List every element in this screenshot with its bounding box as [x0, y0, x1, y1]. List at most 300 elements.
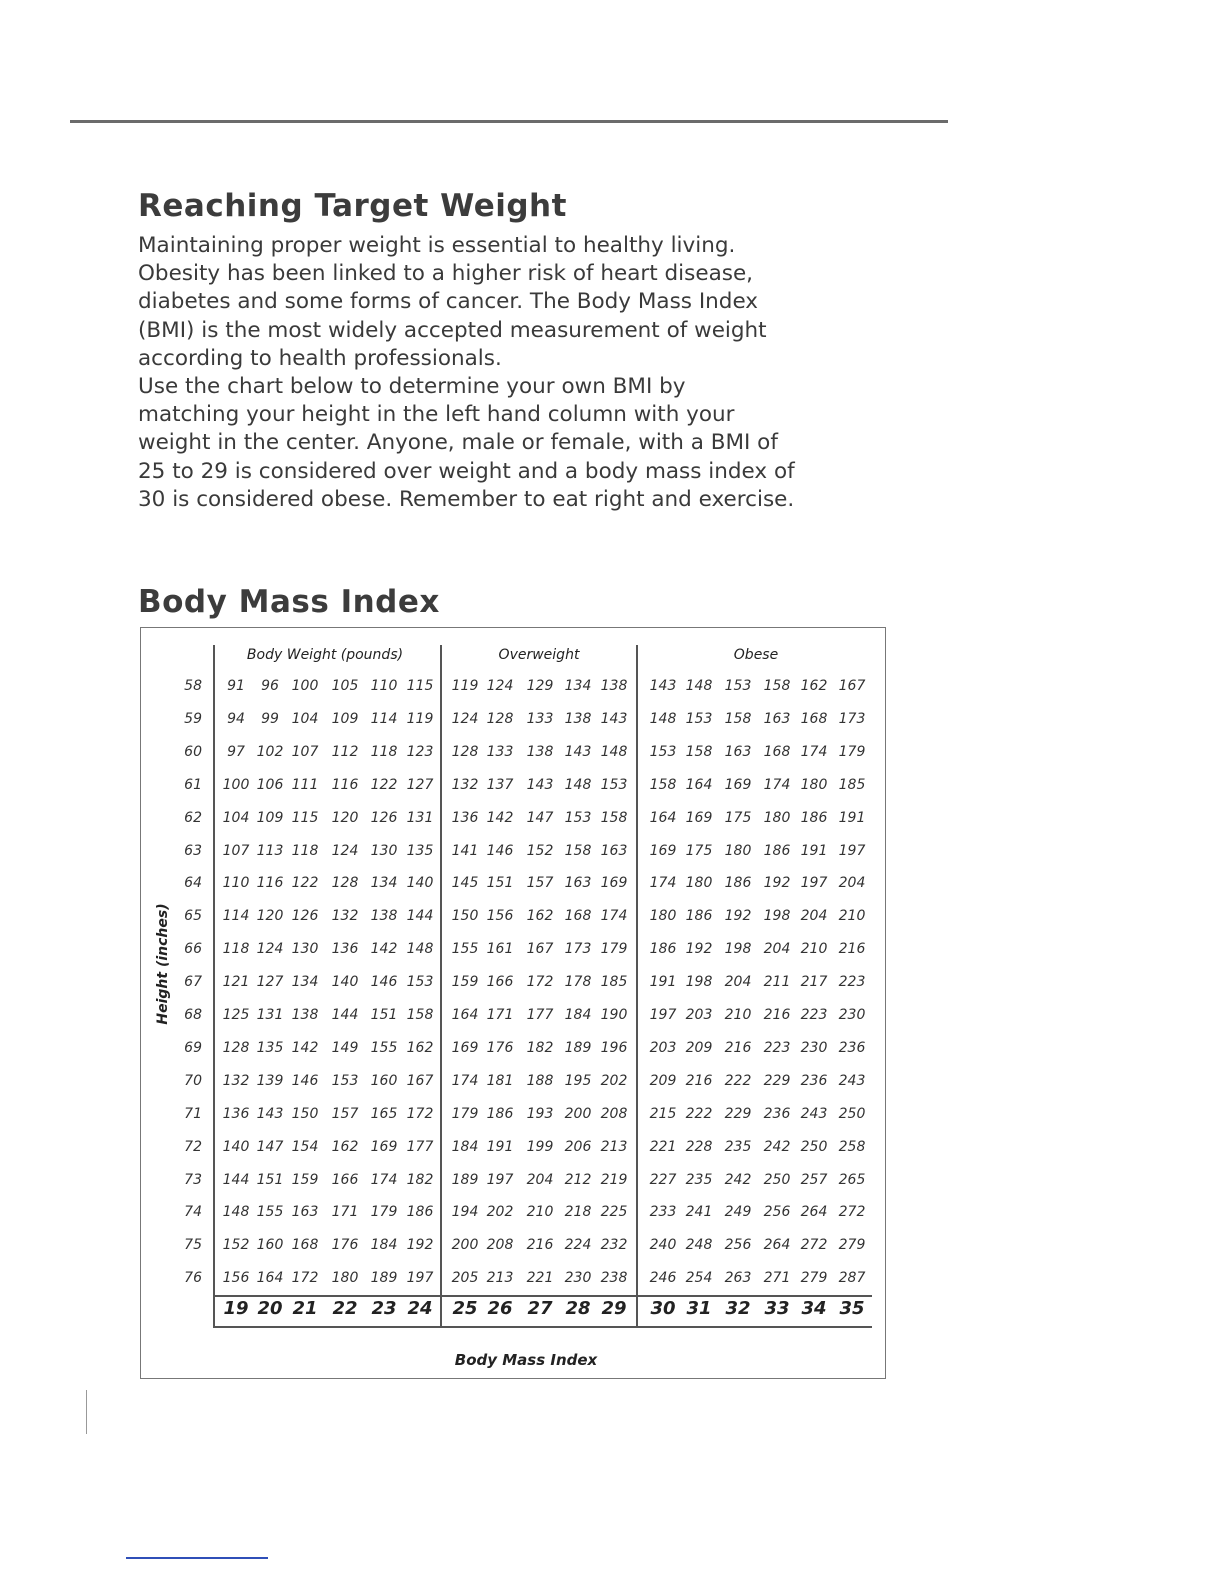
height-cell: 74 [184, 1204, 202, 1221]
weight-cell: 174 [370, 1171, 398, 1188]
weight-cell: 198 [724, 941, 752, 958]
weight-cell: 110 [370, 678, 398, 694]
weight-cell: 142 [486, 809, 514, 826]
weight-cell: 222 [685, 1105, 713, 1122]
bmi-row-top-rule [214, 1295, 872, 1297]
weight-cell: 174 [451, 1072, 479, 1089]
weight-cell: 243 [838, 1072, 866, 1089]
weight-cell: 134 [564, 678, 592, 694]
weight-cell: 184 [370, 1237, 398, 1254]
weight-cell: 157 [526, 875, 554, 892]
divider-height-column [213, 645, 215, 1328]
weight-cell: 159 [291, 1171, 319, 1188]
weight-cell: 180 [685, 875, 713, 892]
weight-cell: 177 [526, 1007, 554, 1023]
weight-cell: 156 [222, 1270, 250, 1287]
weight-cell: 180 [800, 776, 828, 793]
bmi-value-cell: 27 [527, 1298, 553, 1319]
weight-cell: 119 [406, 710, 434, 727]
weight-cell: 113 [256, 842, 284, 859]
bmi-table-frame [140, 627, 886, 1379]
weight-cell: 180 [724, 842, 752, 859]
weight-cell: 257 [800, 1171, 828, 1188]
intro-paragraph: Maintaining proper weight is essential to healthy living. Obesity has been linked to a higher risk of heart disease, diabetes and some forms of cancer. The Body Mass Index (BMI) is the most widely accepted measurement of weight according to health professionals. Use the chart below to determine your own BMI by matching your height in the left hand column with your weight in the center. Anyone, male or female, with a BMI of 25 to 29 is considered over weight and a body mass index of 30 is considered obese. Remember to eat right and exercise. [138, 233, 795, 512]
weight-cell: 216 [685, 1072, 713, 1089]
weight-cell: 128 [486, 710, 514, 727]
weight-cell: 204 [838, 875, 866, 892]
weight-cell: 159 [451, 974, 479, 991]
weight-cell: 228 [685, 1138, 713, 1155]
weight-cell: 179 [451, 1105, 479, 1122]
weight-cell: 100 [291, 678, 319, 694]
weight-cell: 256 [724, 1237, 752, 1254]
weight-cell: 236 [838, 1039, 866, 1056]
weight-cell: 136 [331, 941, 359, 958]
weight-cell: 114 [370, 710, 398, 727]
weight-cell: 248 [685, 1237, 713, 1254]
weight-cell: 122 [291, 875, 319, 892]
weight-cell: 229 [763, 1072, 791, 1089]
weight-cell: 147 [256, 1138, 284, 1155]
weight-cell: 186 [406, 1204, 434, 1221]
weight-cell: 116 [331, 776, 359, 793]
weight-cell: 169 [724, 776, 752, 793]
weight-cell: 172 [526, 974, 554, 991]
weight-cell: 131 [406, 809, 434, 826]
weight-cell: 233 [649, 1204, 677, 1221]
weight-cell: 163 [291, 1204, 319, 1221]
weight-cell: 104 [222, 809, 250, 826]
height-cell: 65 [184, 908, 202, 925]
weight-cell: 180 [331, 1270, 359, 1287]
weight-cell: 127 [256, 974, 284, 991]
weight-cell: 193 [526, 1105, 554, 1122]
weight-cell: 216 [763, 1007, 791, 1023]
weight-cell: 219 [600, 1171, 628, 1188]
weight-cell: 272 [800, 1237, 828, 1254]
weight-cell: 152 [222, 1237, 250, 1254]
weight-cell: 155 [451, 941, 479, 958]
weight-cell: 224 [564, 1237, 592, 1254]
weight-cell: 263 [724, 1270, 752, 1287]
weight-cell: 155 [370, 1039, 398, 1056]
height-cell: 60 [184, 743, 202, 760]
weight-cell: 163 [763, 710, 791, 727]
weight-cell: 118 [291, 842, 319, 859]
weight-cell: 118 [370, 743, 398, 760]
weight-cell: 140 [406, 875, 434, 892]
weight-cell: 181 [486, 1072, 514, 1089]
weight-cell: 148 [649, 710, 677, 727]
weight-cell: 197 [486, 1171, 514, 1188]
weight-cell: 204 [724, 974, 752, 991]
weight-cell: 114 [222, 908, 250, 925]
weight-cell: 254 [685, 1270, 713, 1287]
weight-cell: 135 [256, 1039, 284, 1056]
weight-cell: 136 [222, 1105, 250, 1122]
weight-cell: 138 [291, 1007, 319, 1023]
weight-cell: 186 [685, 908, 713, 925]
weight-cell: 167 [526, 941, 554, 958]
height-cell: 67 [184, 974, 202, 991]
weight-cell: 179 [370, 1204, 398, 1221]
weight-cell: 176 [486, 1039, 514, 1056]
weight-cell: 143 [256, 1105, 284, 1122]
weight-cell: 110 [222, 875, 250, 892]
weight-cell: 185 [838, 776, 866, 793]
weight-cell: 223 [838, 974, 866, 991]
weight-cell: 171 [331, 1204, 359, 1221]
weight-cell: 194 [451, 1204, 479, 1221]
weight-cell: 205 [451, 1270, 479, 1287]
weight-cell: 202 [486, 1204, 514, 1221]
weight-cell: 148 [685, 678, 713, 694]
weight-cell: 230 [838, 1007, 866, 1023]
weight-cell: 210 [838, 908, 866, 925]
weight-cell: 107 [222, 842, 250, 859]
group-title-normal: Body Weight (pounds) [246, 647, 404, 663]
weight-cell: 250 [800, 1138, 828, 1155]
weight-cell: 221 [649, 1138, 677, 1155]
weight-cell: 249 [724, 1204, 752, 1221]
weight-cell: 165 [370, 1105, 398, 1122]
weight-cell: 162 [406, 1039, 434, 1056]
weight-cell: 204 [800, 908, 828, 925]
weight-cell: 206 [564, 1138, 592, 1155]
weight-cell: 264 [763, 1237, 791, 1254]
weight-cell: 250 [838, 1105, 866, 1122]
weight-cell: 147 [526, 809, 554, 826]
weight-cell: 168 [800, 710, 828, 727]
weight-cell: 143 [564, 743, 592, 760]
weight-cell: 164 [649, 809, 677, 826]
weight-cell: 173 [838, 710, 866, 727]
weight-cell: 164 [256, 1270, 284, 1287]
weight-cell: 153 [685, 710, 713, 727]
weight-cell: 204 [763, 941, 791, 958]
weight-cell: 190 [600, 1007, 628, 1023]
weight-cell: 151 [370, 1007, 398, 1023]
weight-cell: 132 [222, 1072, 250, 1089]
weight-cell: 180 [649, 908, 677, 925]
bmi-row-bottom-rule [214, 1326, 872, 1328]
bmi-value-cell: 28 [565, 1298, 591, 1319]
page-title: Reaching Target Weight [138, 188, 567, 224]
weight-cell: 241 [685, 1204, 713, 1221]
weight-cell: 156 [486, 908, 514, 925]
weight-cell: 124 [256, 941, 284, 958]
weight-cell: 172 [406, 1105, 434, 1122]
weight-cell: 221 [526, 1270, 554, 1287]
weight-cell: 105 [331, 678, 359, 694]
height-cell: 63 [184, 842, 202, 859]
weight-cell: 258 [838, 1138, 866, 1155]
weight-cell: 169 [451, 1039, 479, 1056]
weight-cell: 139 [256, 1072, 284, 1089]
weight-cell: 235 [724, 1138, 752, 1155]
weight-cell: 210 [800, 941, 828, 958]
weight-cell: 133 [526, 710, 554, 727]
height-cell: 64 [184, 875, 202, 892]
weight-cell: 216 [526, 1237, 554, 1254]
weight-cell: 141 [451, 842, 479, 859]
weight-cell: 158 [724, 710, 752, 727]
divider-normal-overweight [440, 645, 442, 1328]
weight-cell: 152 [526, 842, 554, 859]
height-cell: 61 [184, 776, 202, 793]
bmi-value-cell: 26 [487, 1298, 513, 1319]
weight-cell: 143 [526, 776, 554, 793]
weight-cell: 142 [291, 1039, 319, 1056]
weight-cell: 112 [331, 743, 359, 760]
weight-cell: 163 [600, 842, 628, 859]
weight-cell: 189 [564, 1039, 592, 1056]
weight-cell: 150 [451, 908, 479, 925]
weight-cell: 169 [649, 842, 677, 859]
weight-cell: 176 [331, 1237, 359, 1254]
weight-cell: 197 [800, 875, 828, 892]
weight-cell: 163 [564, 875, 592, 892]
weight-cell: 185 [600, 974, 628, 991]
bmi-value-cell: 23 [371, 1298, 397, 1319]
weight-cell: 184 [451, 1138, 479, 1155]
weight-cell: 213 [600, 1138, 628, 1155]
weight-cell: 143 [649, 678, 677, 694]
weight-cell: 121 [222, 974, 250, 991]
weight-cell: 242 [724, 1171, 752, 1188]
weight-cell: 144 [222, 1171, 250, 1188]
weight-cell: 164 [685, 776, 713, 793]
weight-cell: 116 [256, 875, 284, 892]
weight-cell: 208 [486, 1237, 514, 1254]
weight-cell: 169 [600, 875, 628, 892]
weight-cell: 125 [222, 1007, 250, 1023]
weight-cell: 128 [331, 875, 359, 892]
weight-cell: 287 [838, 1270, 866, 1287]
chart-heading: Body Mass Index [138, 584, 440, 620]
bmi-value-cell: 33 [764, 1298, 790, 1319]
weight-cell: 243 [800, 1105, 828, 1122]
weight-cell: 144 [406, 908, 434, 925]
bmi-value-cell: 24 [407, 1298, 433, 1319]
weight-cell: 229 [724, 1105, 752, 1122]
weight-cell: 203 [649, 1039, 677, 1056]
weight-cell: 256 [763, 1204, 791, 1221]
bmi-value-cell: 19 [223, 1298, 249, 1319]
weight-cell: 94 [227, 710, 245, 727]
weight-cell: 99 [261, 710, 279, 727]
bmi-value-cell: 29 [601, 1298, 627, 1319]
weight-cell: 222 [724, 1072, 752, 1089]
weight-cell: 151 [256, 1171, 284, 1188]
weight-cell: 146 [291, 1072, 319, 1089]
weight-cell: 135 [406, 842, 434, 859]
weight-cell: 192 [685, 941, 713, 958]
bmi-value-cell: 34 [801, 1298, 827, 1319]
weight-cell: 138 [526, 743, 554, 760]
weight-cell: 182 [526, 1039, 554, 1056]
top-rule [70, 120, 948, 123]
weight-cell: 109 [331, 710, 359, 727]
weight-cell: 158 [649, 776, 677, 793]
weight-cell: 174 [649, 875, 677, 892]
weight-cell: 134 [370, 875, 398, 892]
weight-cell: 109 [256, 809, 284, 826]
weight-cell: 192 [724, 908, 752, 925]
weight-cell: 209 [685, 1039, 713, 1056]
weight-cell: 138 [564, 710, 592, 727]
weight-cell: 126 [291, 908, 319, 925]
weight-cell: 153 [406, 974, 434, 991]
weight-cell: 197 [406, 1270, 434, 1287]
weight-cell: 230 [564, 1270, 592, 1287]
weight-cell: 143 [600, 710, 628, 727]
weight-cell: 153 [564, 809, 592, 826]
weight-cell: 265 [838, 1171, 866, 1188]
weight-cell: 197 [649, 1007, 677, 1023]
weight-cell: 158 [406, 1007, 434, 1023]
weight-cell: 216 [724, 1039, 752, 1056]
weight-cell: 188 [526, 1072, 554, 1089]
weight-cell: 158 [763, 678, 791, 694]
weight-cell: 227 [649, 1171, 677, 1188]
weight-cell: 189 [370, 1270, 398, 1287]
weight-cell: 184 [564, 1007, 592, 1023]
weight-cell: 211 [763, 974, 791, 991]
weight-cell: 132 [331, 908, 359, 925]
weight-cell: 153 [649, 743, 677, 760]
weight-cell: 178 [564, 974, 592, 991]
weight-cell: 210 [724, 1007, 752, 1023]
weight-cell: 213 [486, 1270, 514, 1287]
bottom-rule [126, 1557, 268, 1559]
group-title-obese: Obese [733, 647, 779, 663]
bmi-value-cell: 22 [332, 1298, 358, 1319]
height-cell: 62 [184, 809, 202, 826]
weight-cell: 142 [370, 941, 398, 958]
weight-cell: 120 [331, 809, 359, 826]
weight-cell: 192 [763, 875, 791, 892]
weight-cell: 122 [370, 776, 398, 793]
weight-cell: 173 [564, 941, 592, 958]
weight-cell: 230 [800, 1039, 828, 1056]
weight-cell: 162 [800, 678, 828, 694]
weight-cell: 175 [685, 842, 713, 859]
weight-cell: 196 [600, 1039, 628, 1056]
weight-cell: 115 [406, 678, 434, 694]
weight-cell: 127 [406, 776, 434, 793]
weight-cell: 174 [763, 776, 791, 793]
weight-cell: 133 [486, 743, 514, 760]
weight-cell: 203 [685, 1007, 713, 1023]
weight-cell: 100 [222, 776, 250, 793]
weight-cell: 191 [486, 1138, 514, 1155]
weight-cell: 149 [331, 1039, 359, 1056]
height-cell: 73 [184, 1171, 202, 1188]
bmi-value-cell: 31 [686, 1298, 712, 1319]
weight-cell: 124 [331, 842, 359, 859]
height-cell: 69 [184, 1039, 202, 1056]
weight-cell: 174 [600, 908, 628, 925]
weight-cell: 158 [600, 809, 628, 826]
weight-cell: 151 [486, 875, 514, 892]
weight-cell: 212 [564, 1171, 592, 1188]
weight-cell: 271 [763, 1270, 791, 1287]
weight-cell: 140 [331, 974, 359, 991]
weight-cell: 128 [222, 1039, 250, 1056]
weight-cell: 240 [649, 1237, 677, 1254]
weight-cell: 150 [291, 1105, 319, 1122]
weight-cell: 120 [256, 908, 284, 925]
weight-cell: 160 [256, 1237, 284, 1254]
height-cell: 59 [184, 710, 202, 727]
weight-cell: 191 [649, 974, 677, 991]
weight-cell: 168 [291, 1237, 319, 1254]
bmi-value-cell: 21 [292, 1298, 318, 1319]
weight-cell: 182 [406, 1171, 434, 1188]
weight-cell: 167 [838, 678, 866, 694]
weight-cell: 179 [838, 743, 866, 760]
weight-cell: 148 [600, 743, 628, 760]
weight-cell: 225 [600, 1204, 628, 1221]
weight-cell: 153 [724, 678, 752, 694]
weight-cell: 161 [486, 941, 514, 958]
weight-cell: 191 [838, 809, 866, 826]
weight-cell: 200 [451, 1237, 479, 1254]
weight-cell: 153 [600, 776, 628, 793]
weight-cell: 158 [564, 842, 592, 859]
weight-cell: 242 [763, 1138, 791, 1155]
weight-cell: 168 [564, 908, 592, 925]
weight-cell: 158 [685, 743, 713, 760]
weight-cell: 232 [600, 1237, 628, 1254]
weight-cell: 146 [370, 974, 398, 991]
weight-cell: 130 [291, 941, 319, 958]
weight-cell: 246 [649, 1270, 677, 1287]
bmi-value-cell: 30 [650, 1298, 676, 1319]
weight-cell: 148 [222, 1204, 250, 1221]
weight-cell: 96 [261, 678, 279, 694]
weight-cell: 164 [451, 1007, 479, 1023]
weight-cell: 137 [486, 776, 514, 793]
weight-cell: 138 [600, 678, 628, 694]
weight-cell: 210 [526, 1204, 554, 1221]
weight-cell: 119 [451, 678, 479, 694]
weight-cell: 102 [256, 743, 284, 760]
weight-cell: 186 [763, 842, 791, 859]
height-cell: 76 [184, 1270, 202, 1287]
margin-mark [86, 1390, 87, 1434]
weight-cell: 179 [600, 941, 628, 958]
weight-cell: 238 [600, 1270, 628, 1287]
weight-cell: 134 [291, 974, 319, 991]
weight-cell: 216 [838, 941, 866, 958]
weight-cell: 162 [526, 908, 554, 925]
weight-cell: 155 [256, 1204, 284, 1221]
weight-cell: 163 [724, 743, 752, 760]
weight-cell: 171 [486, 1007, 514, 1023]
weight-cell: 140 [222, 1138, 250, 1155]
weight-cell: 180 [763, 809, 791, 826]
height-cell: 58 [184, 678, 202, 694]
weight-cell: 91 [227, 678, 245, 694]
weight-cell: 118 [222, 941, 250, 958]
weight-cell: 217 [800, 974, 828, 991]
weight-cell: 223 [763, 1039, 791, 1056]
weight-cell: 144 [331, 1007, 359, 1023]
weight-cell: 168 [763, 743, 791, 760]
weight-cell: 195 [564, 1072, 592, 1089]
